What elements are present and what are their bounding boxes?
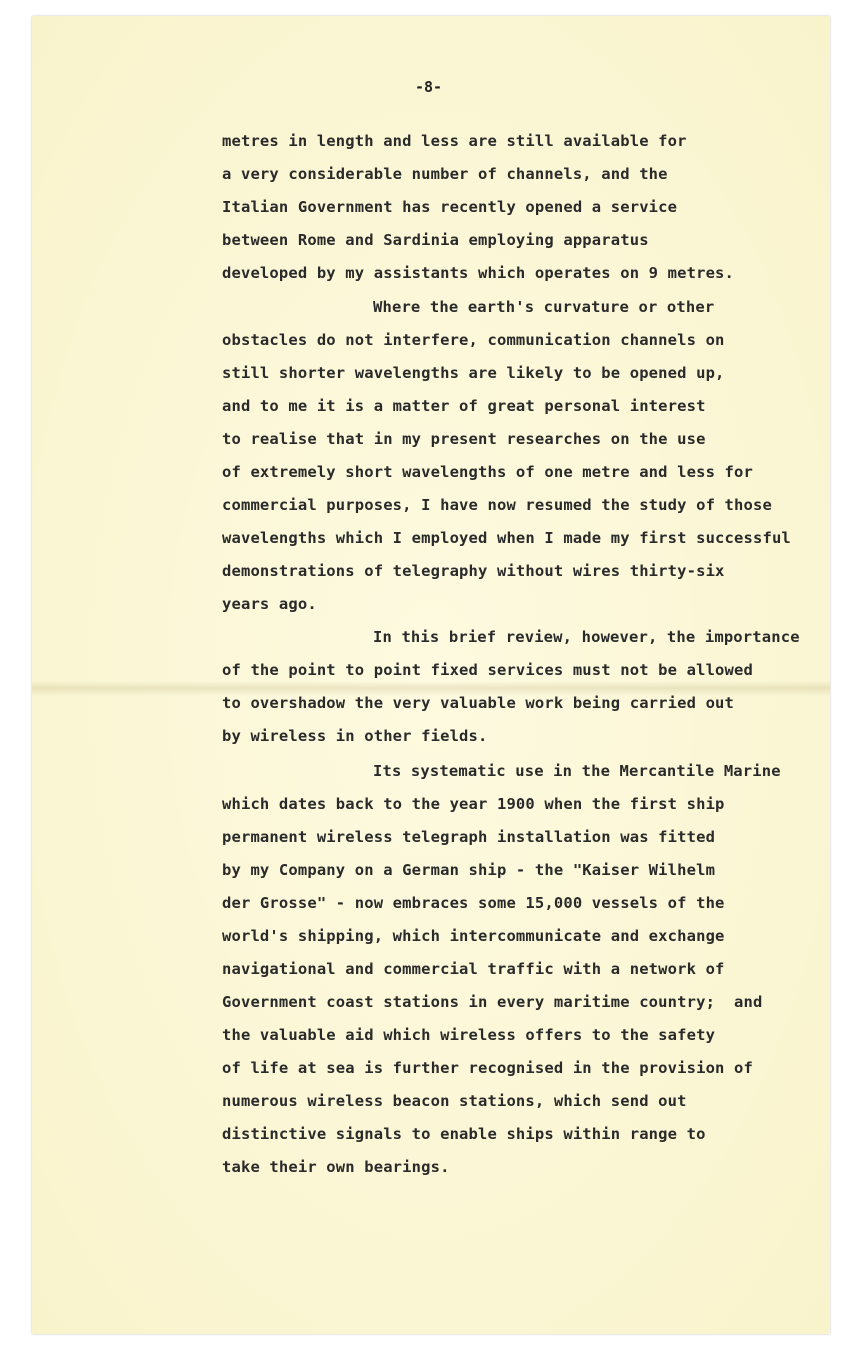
text-line: by wireless in other fields. <box>222 727 488 745</box>
text-line: wavelengths which I employed when I made my first successful <box>222 529 791 547</box>
paragraph-start-line: Its systematic use in the Mercantile Marine <box>373 762 781 780</box>
page-number: -8- <box>415 78 443 96</box>
text-line: a very considerable number of channels, and the <box>222 165 668 183</box>
text-line: distinctive signals to enable ships within range to <box>222 1125 706 1143</box>
text-line: Italian Government has recently opened a service <box>222 198 678 216</box>
text-line: obstacles do not interfere, communication channels on <box>222 331 725 349</box>
text-line: Government coast stations in every maritime country; and <box>222 993 763 1011</box>
text-line: years ago. <box>222 595 317 613</box>
paragraph-start-line: Where the earth's curvature or other <box>373 298 715 316</box>
text-line: the valuable aid which wireless offers to the safety <box>222 1026 716 1044</box>
text-line: of the point to point fixed services must not be allowed <box>222 661 753 679</box>
text-line: and to me it is a matter of great personal interest <box>222 397 706 415</box>
text-line: permanent wireless telegraph installation was fitted <box>222 828 716 846</box>
text-line: metres in length and less are still available for <box>222 132 687 150</box>
text-line: between Rome and Sardinia employing apparatus <box>222 231 649 249</box>
text-line: demonstrations of telegraphy without wires thirty-six <box>222 562 725 580</box>
text-line: navigational and commercial traffic with a network of <box>222 960 725 978</box>
text-line: commercial purposes, I have now resumed the study of those <box>222 496 772 514</box>
text-line: still shorter wavelengths are likely to be opened up, <box>222 364 725 382</box>
text-line: of life at sea is further recognised in the provision of <box>222 1059 753 1077</box>
text-line: to realise that in my present researches on the use <box>222 430 706 448</box>
text-line: take their own bearings. <box>222 1158 450 1176</box>
document-page <box>32 16 830 1334</box>
text-line: world's shipping, which intercommunicate and exchange <box>222 927 725 945</box>
text-line: developed by my assistants which operates on 9 metres. <box>222 264 735 282</box>
text-line: to overshadow the very valuable work being carried out <box>222 694 735 712</box>
text-line: of extremely short wavelengths of one metre and less for <box>222 463 753 481</box>
text-line: numerous wireless beacon stations, which send out <box>222 1092 687 1110</box>
text-line: der Grosse" - now embraces some 15,000 vessels of the <box>222 894 725 912</box>
paragraph-start-line: In this brief review, however, the importance <box>373 628 800 646</box>
text-line: which dates back to the year 1900 when the first ship <box>222 795 725 813</box>
text-line: by my Company on a German ship - the "Kaiser Wilhelm <box>222 861 716 879</box>
